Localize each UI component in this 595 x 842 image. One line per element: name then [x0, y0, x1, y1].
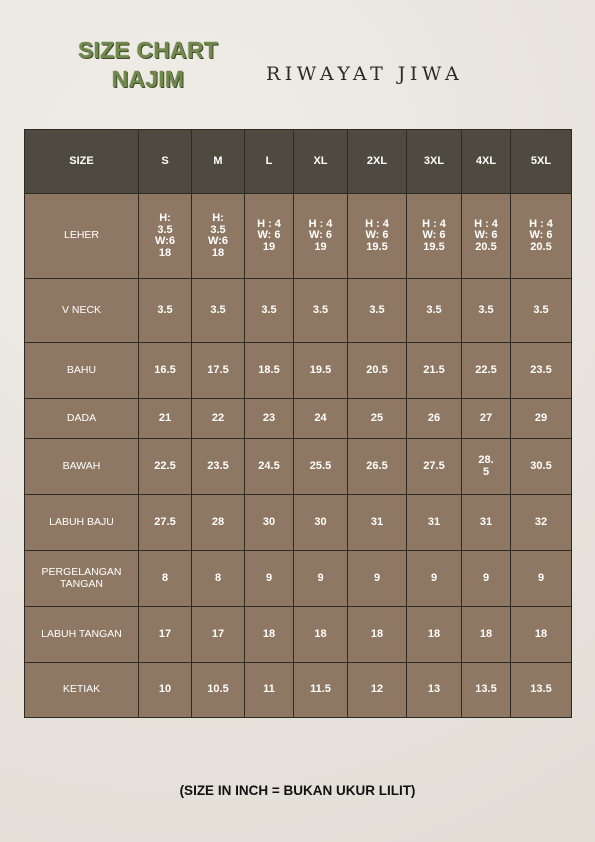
cell-value-line: 13.5 — [530, 683, 552, 696]
cell-value-line: 18.5 — [258, 363, 280, 376]
table-cell — [511, 495, 572, 551]
table-row — [25, 495, 572, 551]
cell-value-line: W:6 — [208, 235, 228, 247]
table-cell — [462, 663, 511, 718]
cell-value-line: 27 — [479, 411, 493, 424]
table-cell — [462, 399, 511, 439]
cell-value-line: 18 — [534, 627, 548, 640]
table-cell — [139, 607, 192, 663]
row-label-line: V NECK — [61, 303, 102, 316]
cell-value-line: 19.5 — [366, 240, 388, 253]
table-cell — [511, 663, 572, 718]
cell-value-line: 28 — [211, 515, 225, 528]
table-cell — [348, 495, 407, 551]
table-cell — [407, 343, 462, 399]
footer-note: (SIZE IN INCH = BUKAN UKUR LILIT) — [179, 783, 416, 798]
cell-value-line: W: 6 — [308, 229, 333, 242]
cell-value-line: W: 6 — [257, 229, 281, 242]
cell-value-line: 9 — [537, 571, 545, 584]
cell-value-line: 24.5 — [258, 459, 280, 472]
table-cell — [139, 551, 192, 607]
cell-value-line: 3.5 — [478, 303, 494, 316]
cell-value-line: 8 — [214, 571, 222, 584]
cell-value-line: 3.5 — [533, 303, 549, 316]
table-cell — [294, 495, 348, 551]
cell-value-line: 27.5 — [423, 459, 445, 472]
cell-value-line: H : 4 — [529, 217, 553, 230]
row-label — [25, 439, 139, 495]
table-cell — [294, 194, 348, 279]
row-label-line: LEHER — [63, 229, 99, 242]
table-cell — [462, 495, 511, 551]
cell-value-line: 25.5 — [309, 459, 332, 472]
cell-value-line: 18 — [479, 627, 493, 640]
table-cell — [192, 279, 245, 343]
cell-value-line: H: — [212, 212, 224, 224]
cell-value-line: 3.5 — [157, 303, 173, 316]
table-cell — [407, 551, 462, 607]
cell-value-line: 30 — [314, 515, 327, 528]
cell-value-line: 17.5 — [207, 363, 229, 376]
table-cell — [192, 551, 245, 607]
table-cell — [245, 194, 294, 279]
table-row — [25, 279, 572, 343]
cell-value-line: H : 4 — [474, 217, 498, 230]
cell-value-line: 18 — [370, 627, 384, 640]
cell-value-line: 18 — [211, 246, 225, 259]
cell-value-line: 11 — [263, 683, 275, 696]
cell-value-line: 19.5 — [423, 240, 445, 253]
cell-value-line: W: 6 — [365, 229, 389, 242]
row-label — [25, 279, 139, 343]
row-label — [25, 495, 139, 551]
table-cell — [407, 439, 462, 495]
row-label — [25, 343, 139, 399]
cell-value-line: 22 — [211, 411, 225, 424]
row-label-line: PERGELANGAN — [41, 566, 122, 578]
cell-value-line: 13.5 — [475, 683, 497, 696]
cell-value-line: 8 — [161, 571, 169, 584]
table-cell — [139, 194, 192, 279]
table-cell — [245, 663, 294, 718]
cell-value-line: 5 — [482, 465, 490, 478]
table-cell — [139, 279, 192, 343]
table-cell — [245, 439, 294, 495]
cell-value-line: 3.5 — [210, 223, 226, 236]
table-cell — [348, 399, 407, 439]
cell-value-line: H : 4 — [365, 217, 389, 230]
header-size-m: M — [192, 130, 245, 194]
brand-logo-text: RIWAYAT JIWA — [266, 63, 464, 85]
table-cell — [348, 663, 407, 718]
table-cell — [192, 399, 245, 439]
table-cell — [407, 194, 462, 279]
table-cell — [462, 343, 511, 399]
cell-value-line: H : 4 — [257, 217, 281, 230]
table-cell — [348, 343, 407, 399]
cell-value-line: 21 — [158, 411, 172, 424]
table-cell — [407, 663, 462, 718]
table-cell — [139, 343, 192, 399]
cell-value-line: 3.5 — [157, 223, 173, 236]
cell-value-line: W: 6 — [422, 229, 446, 242]
cell-value-line: 17 — [158, 627, 172, 640]
cell-value-line: 22.5 — [154, 459, 176, 472]
table-cell — [139, 399, 192, 439]
header-size-3xl: 3XL — [407, 130, 462, 194]
cell-value-line: 3.5 — [369, 303, 385, 316]
cell-value-line: 18 — [262, 627, 276, 640]
cell-value-line: 31 — [479, 515, 493, 528]
table-cell — [348, 439, 407, 495]
cell-value-line: 30.5 — [530, 459, 552, 472]
cell-value-line: 21.5 — [423, 363, 445, 376]
table-cell — [407, 279, 462, 343]
table-cell — [348, 194, 407, 279]
size-chart-table — [24, 129, 572, 718]
cell-value-line: 29 — [534, 411, 548, 424]
cell-value-line: 3.5 — [210, 303, 226, 316]
header-size-l: L — [245, 130, 294, 194]
cell-value-line: 3.5 — [261, 303, 277, 316]
table-cell — [294, 399, 348, 439]
cell-value-line: 28. — [478, 454, 494, 466]
table-cell — [462, 551, 511, 607]
cell-value-line: H: — [159, 212, 171, 224]
row-label — [25, 194, 139, 279]
table-cell — [192, 495, 245, 551]
cell-value-line: 20.5 — [475, 240, 497, 253]
row-label — [25, 663, 139, 718]
row-label-line: LABUH TANGAN — [41, 627, 122, 640]
cell-value-line: 11.5 — [310, 683, 331, 696]
cell-value-line: 9 — [430, 571, 438, 584]
table-header-row — [25, 130, 572, 194]
title-line-2: NAJIM — [111, 66, 185, 92]
cell-value-line: 23.5 — [530, 363, 552, 376]
cell-value-line: 26.5 — [366, 459, 388, 472]
table-cell — [511, 439, 572, 495]
cell-value-line: 3.5 — [426, 303, 442, 316]
cell-value-line: 16.5 — [154, 363, 176, 376]
cell-value-line: 31 — [427, 515, 441, 528]
header-size-xl: XL — [294, 130, 348, 194]
cell-value-line: 10 — [158, 683, 172, 696]
row-label-line: KETIAK — [62, 683, 101, 696]
title-line-1: SIZE CHART — [78, 37, 218, 63]
table-cell — [511, 551, 572, 607]
cell-value-line: 32 — [534, 515, 548, 528]
row-label-line: DADA — [66, 411, 97, 424]
table-cell — [462, 607, 511, 663]
table-cell — [245, 399, 294, 439]
table-cell — [192, 663, 245, 718]
row-label — [25, 399, 139, 439]
table-row — [25, 607, 572, 663]
table-cell — [294, 343, 348, 399]
table-cell — [294, 279, 348, 343]
table-cell — [192, 607, 245, 663]
cell-value-line: 19 — [262, 240, 276, 253]
table-row — [25, 439, 572, 495]
cell-value-line: 20.5 — [530, 240, 552, 253]
table-cell — [139, 439, 192, 495]
table-cell — [407, 495, 462, 551]
cell-value-line: 23 — [262, 411, 276, 424]
cell-value-line: 19.5 — [309, 363, 332, 376]
cell-value-line: 3.5 — [312, 303, 329, 316]
cell-value-line: 19 — [314, 240, 327, 253]
table-cell — [245, 495, 294, 551]
header-size-label: SIZE — [25, 130, 139, 194]
table-cell — [294, 663, 348, 718]
cell-value-line: W: 6 — [529, 229, 553, 242]
table-cell — [192, 343, 245, 399]
table-cell — [511, 399, 572, 439]
row-label-line: BAHU — [66, 363, 97, 376]
cell-value-line: 10.5 — [207, 683, 229, 696]
table-cell — [294, 439, 348, 495]
cell-value-line: 18 — [314, 627, 327, 640]
cell-value-line: H : 4 — [422, 217, 446, 230]
table-cell — [139, 663, 192, 718]
cell-value-line: 17 — [211, 627, 225, 640]
cell-value-line: 9 — [482, 571, 490, 584]
table-cell — [462, 194, 511, 279]
table-row — [25, 194, 572, 279]
table-cell — [348, 607, 407, 663]
cell-value-line: 24 — [314, 411, 327, 424]
cell-value-line: 30 — [262, 515, 276, 528]
table-cell — [511, 607, 572, 663]
cell-value-line: 9 — [265, 571, 273, 584]
table-row — [25, 399, 572, 439]
table-row — [25, 551, 572, 607]
table-cell — [462, 439, 511, 495]
row-label-line: TANGAN — [60, 577, 103, 590]
header-size-2xl: 2XL — [348, 130, 407, 194]
cell-value-line: 18 — [158, 246, 172, 259]
table-cell — [348, 551, 407, 607]
header-size-s: S — [139, 130, 192, 194]
cell-value-line: 23.5 — [207, 459, 229, 472]
cell-value-line: W:6 — [155, 235, 175, 247]
size-chart-title — [58, 36, 238, 94]
row-label — [25, 607, 139, 663]
cell-value-line: 9 — [317, 571, 324, 584]
cell-value-line: 27.5 — [154, 515, 176, 528]
table-cell — [139, 495, 192, 551]
cell-value-line: 18 — [427, 627, 441, 640]
table-cell — [348, 279, 407, 343]
cell-value-line: 9 — [373, 571, 381, 584]
table-cell — [245, 279, 294, 343]
header-size-4xl: 4XL — [462, 130, 511, 194]
cell-value-line: 12 — [370, 683, 384, 696]
cell-value-line: 22.5 — [475, 363, 497, 376]
table-cell — [245, 551, 294, 607]
table-cell — [407, 607, 462, 663]
table-cell — [245, 343, 294, 399]
table-cell — [462, 279, 511, 343]
table-cell — [294, 551, 348, 607]
row-label — [25, 551, 139, 607]
table-cell — [511, 343, 572, 399]
table-cell — [192, 439, 245, 495]
table-cell — [407, 399, 462, 439]
cell-value-line: 26 — [427, 411, 441, 424]
table-cell — [294, 607, 348, 663]
table-row — [25, 343, 572, 399]
row-label-line: LABUH BAJU — [49, 515, 114, 528]
table-cell — [511, 194, 572, 279]
table-cell — [511, 279, 572, 343]
table-cell — [245, 607, 294, 663]
cell-value-line: 13 — [427, 683, 441, 696]
cell-value-line: 31 — [370, 515, 384, 528]
cell-value-line: 20.5 — [366, 363, 388, 376]
cell-value-line: W: 6 — [474, 229, 498, 242]
cell-value-line: 25 — [370, 411, 384, 424]
table-cell — [192, 194, 245, 279]
header-size-5xl: 5XL — [511, 130, 572, 194]
table-row — [25, 663, 572, 718]
cell-value-line: H : 4 — [308, 217, 333, 230]
row-label-line: BAWAH — [62, 459, 101, 472]
